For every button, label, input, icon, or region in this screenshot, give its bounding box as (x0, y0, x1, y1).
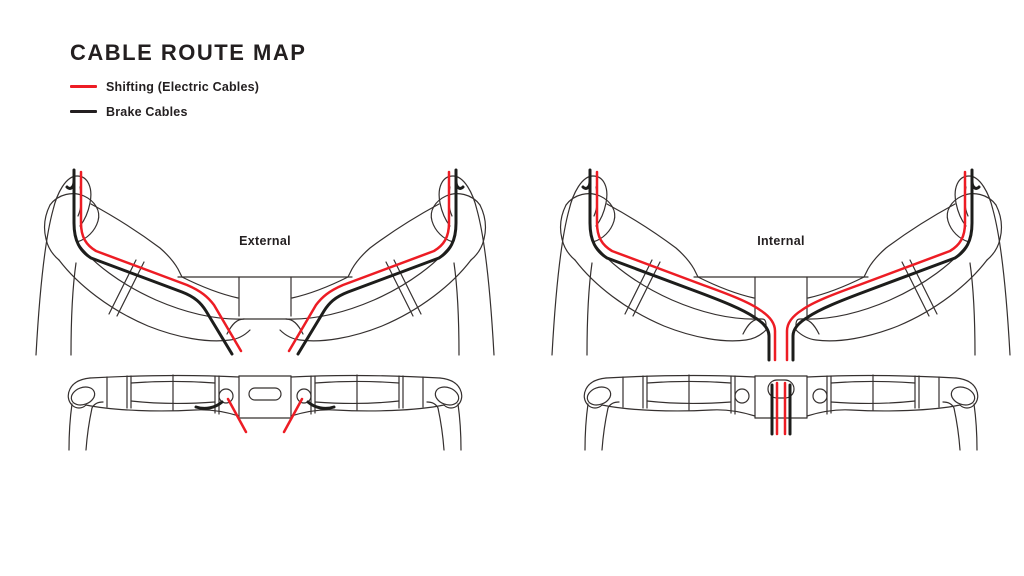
shifting-cable (228, 399, 246, 432)
external-bottom-view (30, 372, 500, 457)
internal-label: Internal (757, 234, 805, 248)
shifting-color-swatch (70, 85, 97, 88)
cable-port-left (735, 389, 749, 403)
internal-cables (583, 170, 979, 360)
diagram-external (30, 163, 500, 463)
shifting-cable (284, 399, 302, 432)
legend-item-brake (70, 99, 259, 124)
handlebar-outline (68, 375, 461, 450)
external-cables (196, 399, 334, 432)
internal-bottom-view (546, 372, 1016, 457)
external-cables (67, 170, 463, 354)
handlebar-outline (36, 176, 494, 355)
legend-label-brake: Brake Cables (106, 104, 188, 119)
handlebar-outline (584, 375, 977, 450)
legend-item-shifting (70, 74, 259, 99)
diagram-internal (546, 163, 1016, 463)
brake-color-swatch (70, 110, 97, 113)
handlebar-outline (552, 176, 1010, 355)
cable-port-right (813, 389, 827, 403)
internal-front-view (546, 163, 1016, 368)
stem-clamp-slot (249, 388, 281, 400)
external-front-view (30, 163, 500, 368)
internal-cables (772, 383, 790, 434)
page-title: CABLE ROUTE MAP (70, 40, 307, 65)
legend (70, 74, 259, 124)
legend-label-shifting: Shifting (Electric Cables) (106, 79, 260, 94)
external-label: External (239, 234, 291, 248)
